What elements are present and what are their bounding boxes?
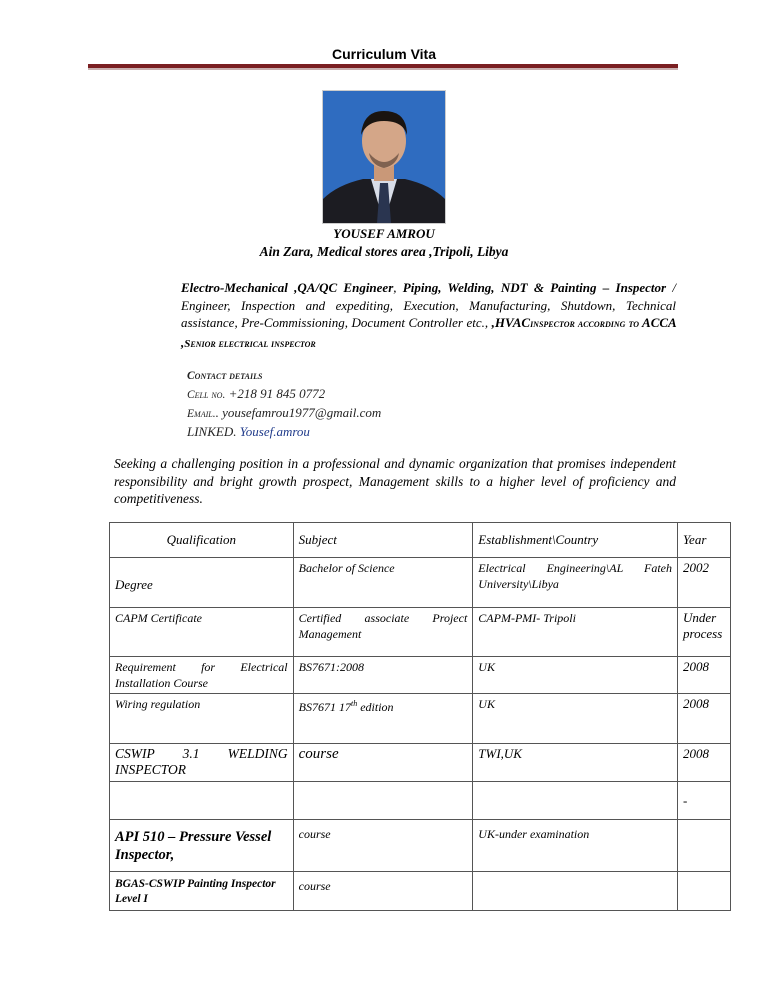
table-row xyxy=(110,744,731,782)
cell-subject: BS7671:2008 xyxy=(293,657,473,694)
cell-establishment: UK xyxy=(473,657,678,694)
profile-summary xyxy=(181,279,676,353)
summary-role-2: Piping, Welding, NDT & Painting – Inspector xyxy=(402,280,667,295)
profile-photo xyxy=(322,90,446,224)
table-row xyxy=(110,694,731,744)
cell-establishment: TWI,UK xyxy=(473,744,678,782)
summary-roles: / Engineer, Inspection and expediting, Execution, Manufacturing, Shutdown, Technical assistance, Pre-Commissioning, Document Controller etc., xyxy=(181,280,676,330)
summary-role-1: Electro-Mechanical ,QA/QC Engineer xyxy=(181,280,394,295)
cswip-text: CSWIP 3.1 WELDING INSPECTOR xyxy=(115,746,288,777)
header-qualification: Qualification xyxy=(110,523,294,558)
cell-year xyxy=(678,820,731,872)
linked-value[interactable]: Yousef.amrou xyxy=(239,424,310,439)
cell-subject xyxy=(293,782,473,820)
page-title: Curriculum Vita xyxy=(332,46,436,62)
contact-details xyxy=(187,366,381,441)
person-address: Ain Zara, Medical stores area ,Tripoli, Libya xyxy=(259,244,509,259)
cell-qualification: Requirement for Electrical Installation Course xyxy=(110,657,294,694)
cell-qualification xyxy=(110,744,294,782)
table-row xyxy=(110,657,731,694)
cell-subject: course xyxy=(293,872,473,911)
table-row xyxy=(110,820,731,872)
cell-qualification xyxy=(110,782,294,820)
cell-establishment: CAPM-PMI- Tripoli xyxy=(473,608,678,657)
title-divider-shadow xyxy=(88,68,678,70)
cell-subject: Certified associate Project Management xyxy=(293,608,473,657)
cell-year: 2008 xyxy=(678,744,731,782)
cell-subject: course xyxy=(293,744,473,782)
cell-value: +218 91 845 0772 xyxy=(225,386,326,401)
cell-year: Under process xyxy=(678,608,731,657)
cell-qualification: BGAS-CSWIP Painting Inspector Level I xyxy=(110,872,294,911)
cell-year: 2008 xyxy=(678,657,731,694)
header-year: Year xyxy=(678,523,731,558)
cell-establishment xyxy=(473,872,678,911)
cell-label: Cell no. xyxy=(187,389,226,401)
table-row xyxy=(110,782,731,820)
summary-hvac: ,HVAC xyxy=(491,315,531,330)
table-header-row xyxy=(110,523,731,558)
header-establishment: Establishment\Country xyxy=(473,523,678,558)
cell-qualification: Degree xyxy=(110,558,294,608)
cell-establishment: UK xyxy=(473,694,678,744)
summary-sep: , xyxy=(393,280,403,295)
cell-establishment: UK-under examination xyxy=(473,820,678,872)
header-subject: Subject xyxy=(293,523,473,558)
summary-sc-1: inspector according to xyxy=(530,318,639,330)
summary-comma: , xyxy=(181,334,185,350)
summary-acca: ACCA xyxy=(638,315,677,330)
cell-year xyxy=(678,872,731,911)
cell-establishment xyxy=(473,782,678,820)
contact-heading: Contact details xyxy=(187,370,263,382)
table-row xyxy=(110,872,731,911)
cell-establishment: Electrical Engineering\AL Fateh University\Libya xyxy=(473,558,678,608)
email-label: Email. xyxy=(187,408,216,420)
cell-qualification: CAPM Certificate xyxy=(110,608,294,657)
cell-qualification: Wiring regulation xyxy=(110,694,294,744)
person-photo-icon xyxy=(323,91,445,223)
cell-year: 2008 xyxy=(678,694,731,744)
person-name: YOUSEF AMROU xyxy=(333,226,435,241)
wiring-suffix: edition xyxy=(357,700,394,714)
wiring-standard: BS7671 17 xyxy=(298,700,351,714)
table-row xyxy=(110,558,731,608)
cell-subject xyxy=(293,694,473,744)
cell-subject: Bachelor of Science xyxy=(293,558,473,608)
email-value[interactable]: . yousefamrou1977@gmail.com xyxy=(215,405,382,420)
cell-qualification: API 510 – Pressure Vessel Inspector, xyxy=(110,820,294,872)
linked-label: LINKED. xyxy=(187,424,240,439)
cell-year: 2002 xyxy=(678,558,731,608)
summary-sc-2: Senior electrical inspector xyxy=(184,337,316,350)
table-row xyxy=(110,608,731,657)
cell-year: - xyxy=(678,782,731,820)
qualifications-table xyxy=(109,522,731,911)
wiring-sup: th xyxy=(350,699,358,708)
career-objective: Seeking a challenging position in a professional and dynamic organization that promises independent responsibility and bright growth prospect, Management skills to a higher level of proficiency and competitiveness. xyxy=(114,456,676,506)
cell-subject: course xyxy=(293,820,473,872)
